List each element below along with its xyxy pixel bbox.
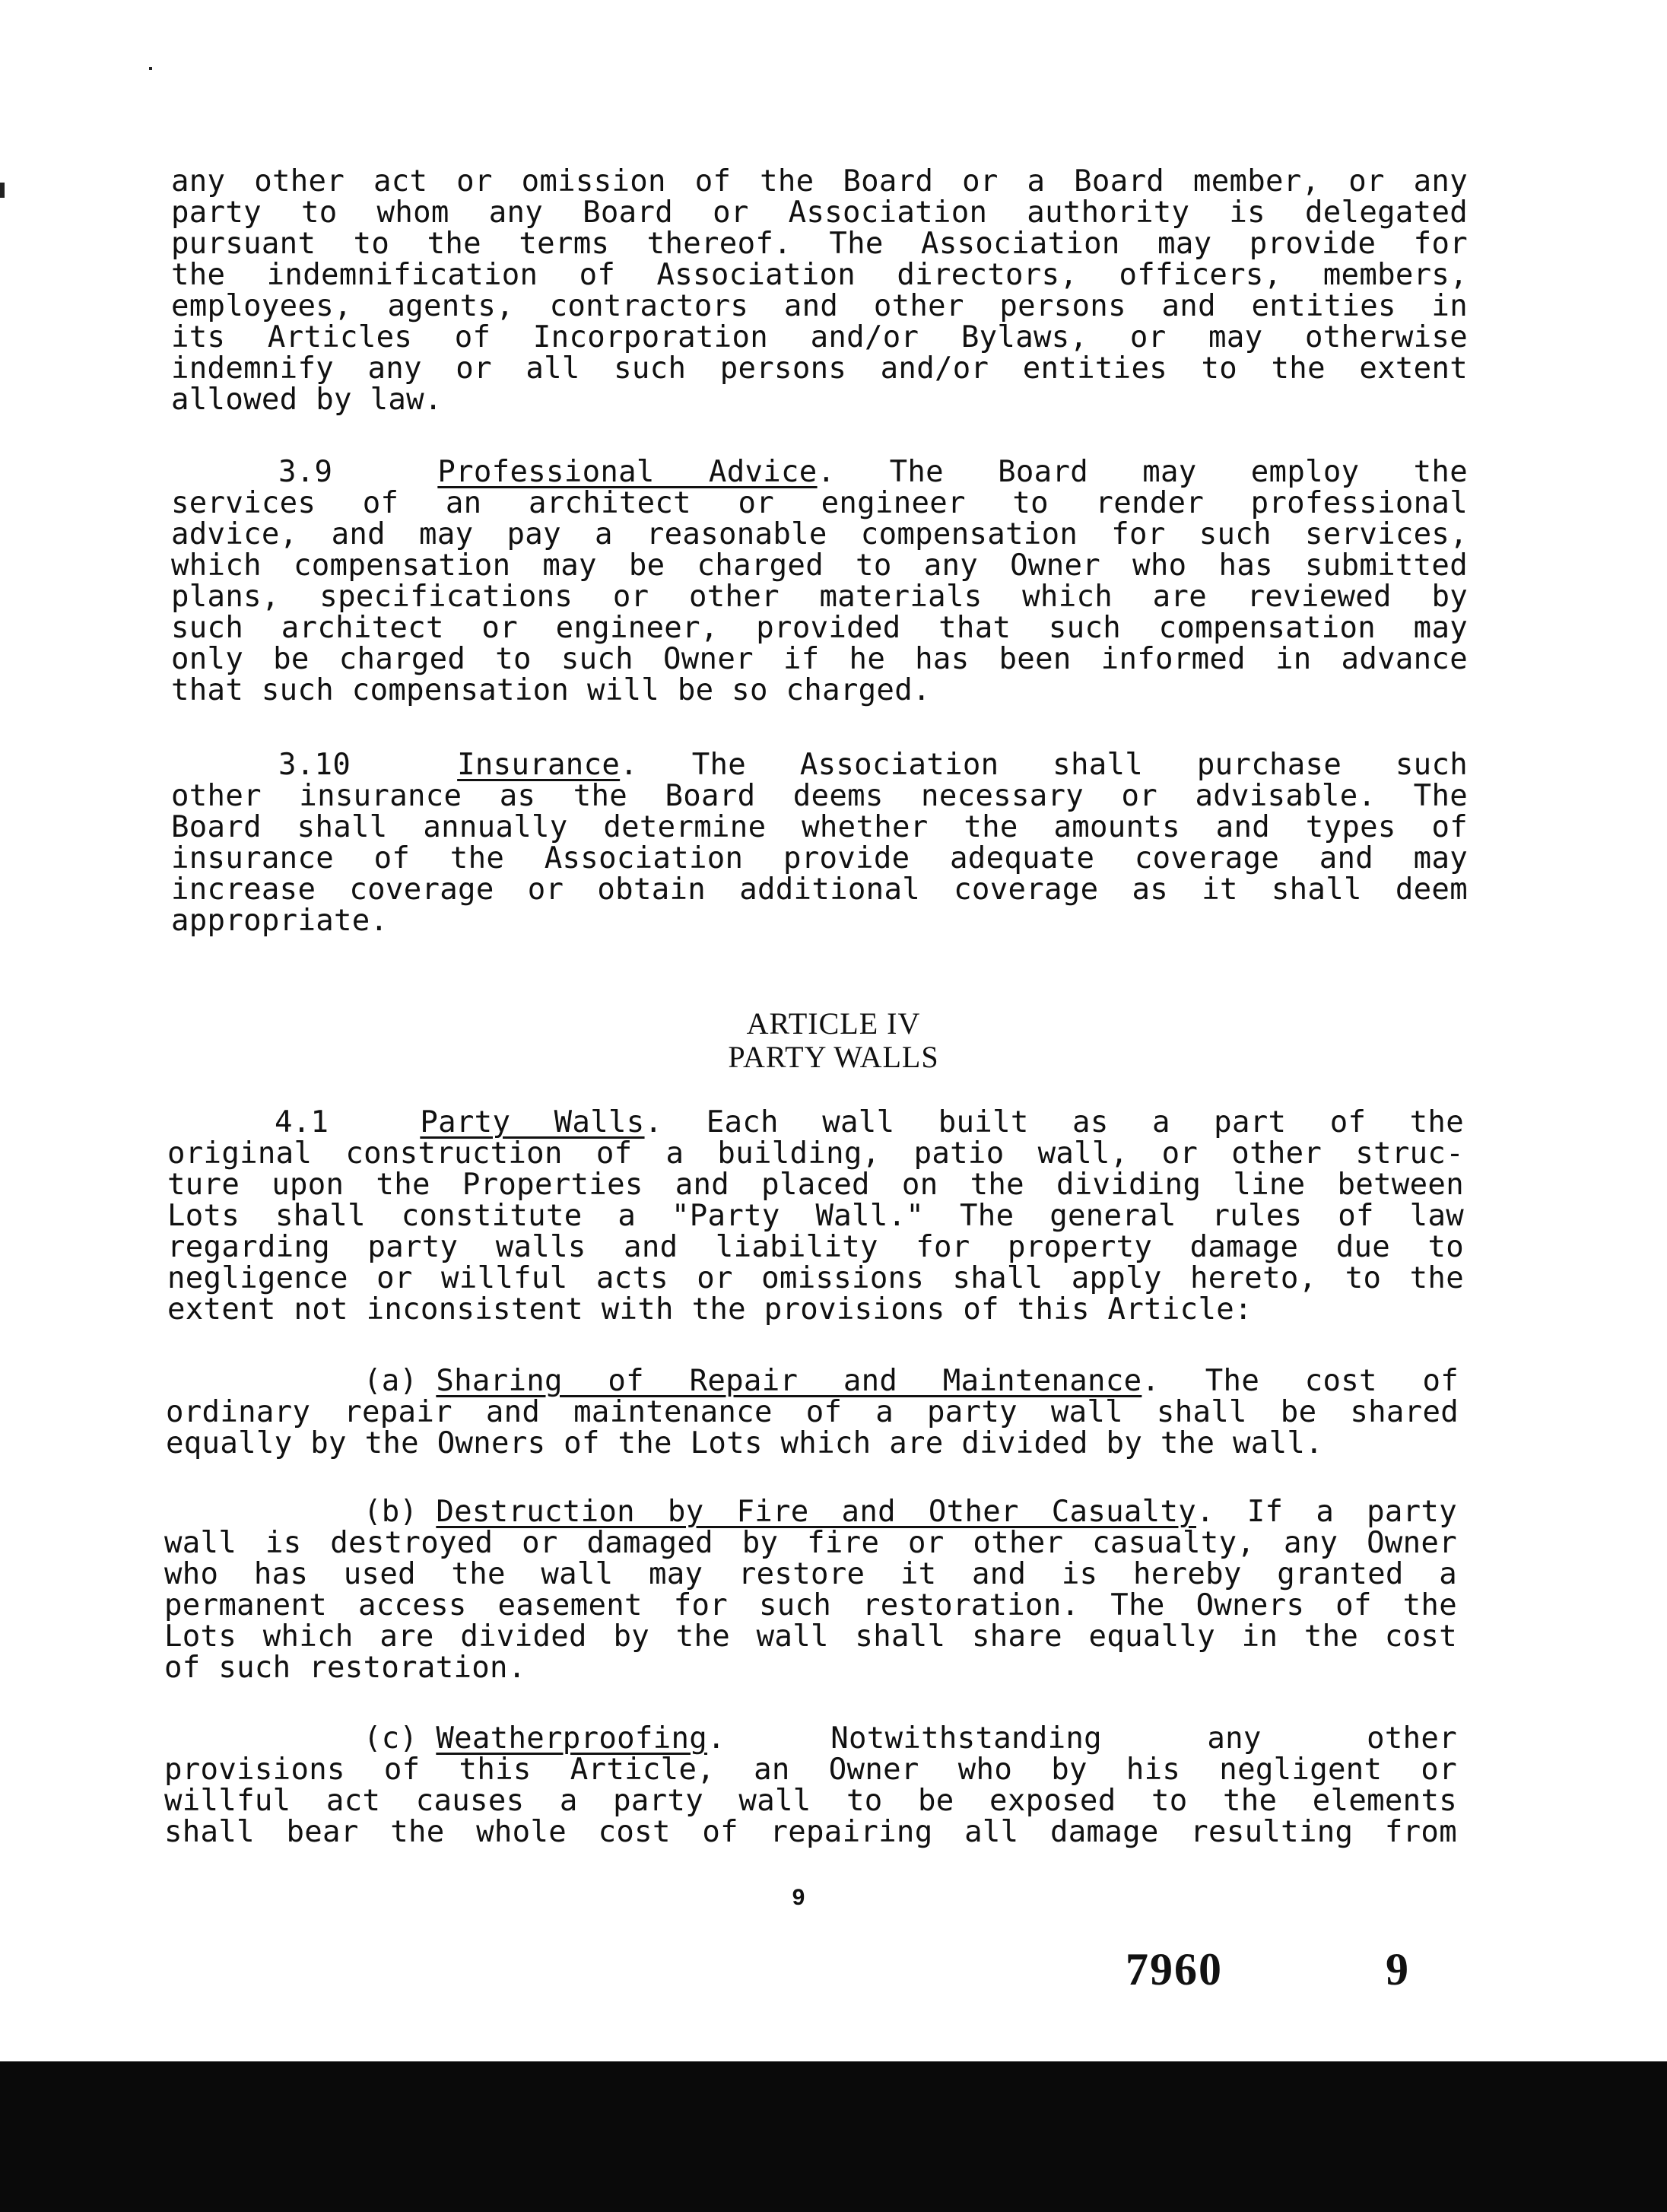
text-line: allowed by law. — [171, 383, 443, 417]
section-3-9 — [171, 456, 1468, 706]
text-line: indemnify any or all such persons and/or entities to the extent — [171, 351, 1468, 386]
text-line: ordinary repair and maintenance of a party wall shall be shared — [166, 1395, 1459, 1429]
section-first-rest: . Notwithstanding any other — [707, 1721, 1457, 1756]
scan-border-band — [0, 2061, 1667, 2212]
section-title: Sharing of Repair and Maintenance — [436, 1364, 1142, 1398]
section-number: (c) — [364, 1721, 418, 1756]
text-line: who has used the wall may restore it and is hereby granted a — [164, 1557, 1457, 1591]
section-first-line — [167, 1107, 1464, 1138]
section-title: Destruction by Fire and Other Casualty — [436, 1495, 1197, 1529]
text-line: appropriate. — [171, 904, 389, 938]
text-line: wall is destroyed or damaged by fire or other casualty, any Owner — [164, 1526, 1457, 1560]
text-line: other insurance as the Board deems necessary or advisable. The — [171, 779, 1468, 813]
text-line: that such compensation will be so charged. — [171, 673, 931, 707]
subsection-b — [164, 1496, 1457, 1683]
section-first-line — [164, 1723, 1457, 1754]
section-first-line — [171, 456, 1468, 488]
section-number: (a) — [364, 1364, 418, 1398]
text-line: advice, and may pay a reasonable compensation for such services, — [171, 517, 1468, 551]
section-4-1 — [167, 1107, 1464, 1325]
section-first-line — [166, 1365, 1459, 1397]
page-number: 9 — [792, 1885, 805, 1910]
section-number: (b) — [364, 1495, 418, 1529]
section-first-line — [171, 749, 1468, 780]
section-title: Insurance — [457, 748, 621, 782]
article-label: ARTICLE IV — [746, 1006, 921, 1041]
paragraph-indemnification — [171, 166, 1468, 415]
text-line: insurance of the Association provide adequate coverage and may — [171, 841, 1468, 876]
text-line: Lots shall constitute a "Party Wall." The general rules of law — [167, 1199, 1464, 1233]
section-first-rest: . Each wall built as a part of the — [644, 1105, 1464, 1139]
section-first-line — [164, 1496, 1457, 1527]
text-line: of such restoration. — [164, 1651, 526, 1685]
text-line: its Articles of Incorporation and/or Bylaws, or may otherwise — [171, 320, 1468, 354]
text-line: willful act causes a party wall to be exposed to the elements — [164, 1784, 1457, 1818]
text-line: pursuant to the terms thereof. The Association may provide for — [171, 227, 1468, 261]
section-number: 3.10 — [278, 748, 351, 782]
section-number: 4.1 — [275, 1105, 329, 1139]
text-line: the indemnification of Association directors, officers, members, — [171, 258, 1468, 292]
stamp-code: 7960 — [1126, 1944, 1223, 1994]
section-3-10 — [171, 749, 1468, 936]
subsection-c — [164, 1723, 1457, 1848]
text-line: equally by the Owners of the Lots which are divided by the wall. — [166, 1426, 1323, 1460]
text-line: plans, specifications or other materials which are reviewed by — [171, 580, 1468, 614]
text-line: party to whom any Board or Association authority is delegated — [171, 195, 1468, 230]
text-line: ture upon the Properties and placed on the dividing line between — [167, 1168, 1464, 1202]
subsection-a — [166, 1365, 1459, 1459]
section-first-rest: . The cost of — [1141, 1364, 1459, 1398]
scan-speck — [149, 67, 152, 70]
text-line: negligence or willful acts or omissions shall apply hereto, to the — [167, 1261, 1464, 1295]
text-line: Board shall annually determine whether the amounts and types of — [171, 810, 1468, 844]
text-line: shall bear the whole cost of repairing all damage resulting from — [164, 1815, 1457, 1849]
section-first-rest: . If a party — [1196, 1495, 1457, 1529]
text-line: permanent access easement for such restoration. The Owners of the — [164, 1588, 1457, 1622]
stamp-page-number: 9 — [1386, 1944, 1410, 1994]
text-line: any other act or omission of the Board or a Board member, or any — [171, 164, 1468, 199]
text-line: provisions of this Article, an Owner who by his negligent or — [164, 1753, 1457, 1787]
text-line: regarding party walls and liability for property damage due to — [167, 1230, 1464, 1264]
section-first-rest: . The Board may employ the — [817, 455, 1468, 489]
text-line: Lots which are divided by the wall shall share equally in the cost — [164, 1619, 1457, 1654]
scan-edge-mark — [0, 183, 5, 198]
text-line: extent not inconsistent with the provisions of this Article: — [167, 1292, 1253, 1327]
text-line: employees, agents, contractors and other persons and entities in — [171, 289, 1468, 323]
section-number: 3.9 — [278, 455, 333, 489]
text-line: which compensation may be charged to any Owner who has submitted — [171, 548, 1468, 583]
section-title: Weatherproofing — [436, 1721, 708, 1756]
text-line: increase coverage or obtain additional coverage as it shall deem — [171, 872, 1468, 907]
text-line: only be charged to such Owner if he has been informed in advance — [171, 642, 1468, 676]
section-title: Party Walls — [420, 1105, 645, 1139]
text-line: services of an architect or engineer to render professional — [171, 486, 1468, 520]
article-title: PARTY WALLS — [728, 1040, 939, 1074]
section-title: Professional Advice — [437, 455, 818, 489]
text-line: such architect or engineer, provided that such compensation may — [171, 611, 1468, 645]
section-first-rest: . The Association shall purchase such — [620, 748, 1468, 782]
text-line: original construction of a building, patio wall, or other struc- — [167, 1136, 1464, 1171]
